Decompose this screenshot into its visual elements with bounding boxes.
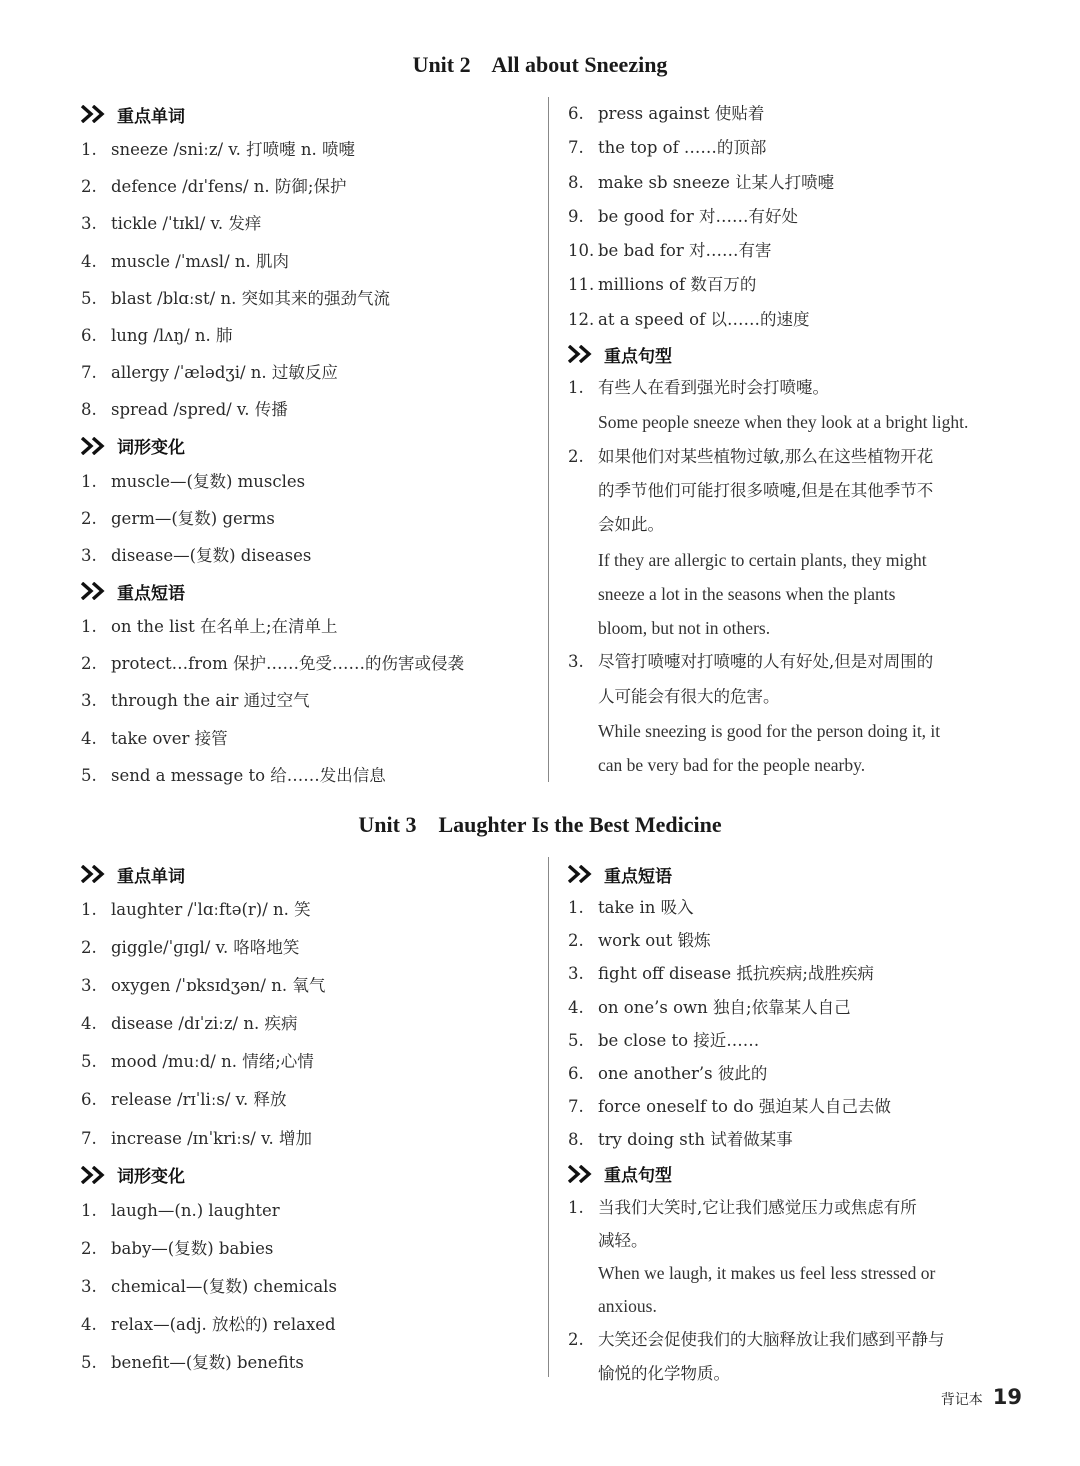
item-text: take over 接管 xyxy=(111,728,228,748)
double-chevron-icon xyxy=(81,437,109,455)
item-text: laughter /ˈlɑːftə(r)/ n. 笑 xyxy=(111,900,311,919)
item-number: 3. xyxy=(568,964,584,984)
unit3-right-column xyxy=(568,857,1023,1383)
list-item xyxy=(81,1005,541,1043)
item-text: the top of ……的顶部 xyxy=(598,138,767,158)
unit3-title: Unit 3 Laughter Is the Best Medicine xyxy=(358,812,722,837)
section-heading: 重点句型 xyxy=(568,1157,1023,1191)
item-number: 2. xyxy=(81,654,97,674)
section-heading: 词形变化 xyxy=(81,429,541,463)
page-footer xyxy=(941,1385,1022,1409)
list-item xyxy=(568,891,1023,924)
key-words-list xyxy=(81,131,541,429)
item-text: on the list 在名单上;在清单上 xyxy=(111,617,338,637)
item-number: 3. xyxy=(568,652,584,672)
item-number: 1. xyxy=(81,900,97,919)
item-number: 2. xyxy=(568,1330,584,1350)
item-text: laugh—(n.) laughter xyxy=(111,1200,280,1220)
list-item xyxy=(81,929,541,967)
item-text: spread /spred/ v. 传播 xyxy=(111,400,288,420)
item-text: muscle—(复数) muscles xyxy=(111,471,306,491)
list-item xyxy=(81,463,541,500)
item-text: disease /dɪˈziːz/ n. 疾病 xyxy=(111,1014,298,1034)
list-item xyxy=(81,1192,541,1230)
item-number: 4. xyxy=(81,1314,97,1334)
double-chevron-icon xyxy=(568,865,596,883)
list-item xyxy=(81,645,541,682)
item-text: increase /ɪnˈkriːs/ v. 增加 xyxy=(111,1128,312,1148)
sentence-english-line: If they are allergic to certain plants, they might xyxy=(598,549,927,570)
item-text: one another’s 彼此的 xyxy=(598,1064,768,1084)
item-text: work out 锻炼 xyxy=(598,931,711,951)
item-text: giggle/ˈɡɪɡl/ v. 咯咯地笑 xyxy=(111,938,300,958)
item-number: 7. xyxy=(81,363,97,383)
item-number: 2. xyxy=(81,508,97,528)
list-item xyxy=(81,682,541,719)
list-item xyxy=(81,317,541,354)
item-number: 3. xyxy=(81,976,97,996)
key-phrases-list xyxy=(568,97,1023,337)
section-heading: 重点短语 xyxy=(81,574,541,608)
list-item xyxy=(568,200,1023,234)
item-number: 5. xyxy=(81,1353,97,1373)
section-heading: 重点句型 xyxy=(568,337,1023,371)
item-number: 4. xyxy=(81,251,97,271)
item-text: benefit—(复数) benefits xyxy=(111,1353,304,1373)
item-text: germ—(复数) germs xyxy=(111,508,275,528)
unit2-left-column xyxy=(81,97,541,794)
sentence-item xyxy=(568,645,1023,782)
item-number: 4. xyxy=(81,1014,97,1034)
item-text: through the air 通过空气 xyxy=(111,691,310,711)
sentence-english-line: can be very bad for the people nearby. xyxy=(598,755,866,776)
item-number: 1. xyxy=(568,1197,584,1217)
item-number: 5. xyxy=(81,1052,97,1072)
item-text: defence /dɪˈfens/ n. 防御;保护 xyxy=(111,177,347,197)
unit2-right-column xyxy=(568,97,1023,782)
item-number: 7. xyxy=(568,138,584,158)
section-heading: 词形变化 xyxy=(81,1158,541,1192)
book-label: 背记本 xyxy=(940,1392,983,1408)
item-number: 5. xyxy=(81,765,97,785)
item-text: millions of 数百万的 xyxy=(598,275,757,295)
item-text: lung /lʌŋ/ n. 肺 xyxy=(111,325,233,345)
item-text: allergy /ˈælədʒi/ n. 过敏反应 xyxy=(111,363,338,383)
item-text: sneeze /sniːz/ v. 打喷嚏 n. 喷嚏 xyxy=(111,140,356,159)
list-item xyxy=(81,168,541,205)
double-chevron-icon xyxy=(81,105,109,123)
item-number: 12. xyxy=(568,309,595,329)
list-item xyxy=(568,303,1023,337)
item-number: 2. xyxy=(81,938,97,958)
item-number: 1. xyxy=(81,471,97,491)
item-number: 1. xyxy=(568,898,584,917)
sentence-english-line: bloom, but not in others. xyxy=(598,618,771,639)
item-text: baby—(复数) babies xyxy=(111,1238,274,1258)
item-number: 2. xyxy=(81,177,97,197)
unit2-title: Unit 2 All about Sneezing xyxy=(412,52,668,77)
sentence-chinese-line: 减轻。 xyxy=(598,1230,648,1250)
list-item xyxy=(568,166,1023,200)
item-number: 11. xyxy=(568,275,595,295)
list-item xyxy=(568,131,1023,165)
item-text: muscle /ˈmʌsl/ n. 肌肉 xyxy=(111,251,289,271)
item-text: at a speed of 以……的速度 xyxy=(598,309,810,329)
list-item xyxy=(568,924,1023,957)
item-text: relax—(adj. 放松的) relaxed xyxy=(111,1314,336,1334)
sentence-chinese-line: 尽管打喷嚏对打喷嚏的人有好处,但是对周围的 xyxy=(598,652,934,672)
column-divider xyxy=(548,857,549,1377)
item-text: be good for 对……有好处 xyxy=(598,206,798,226)
column-divider xyxy=(548,97,549,782)
list-item xyxy=(568,97,1023,131)
key-sentences-list xyxy=(568,371,1023,783)
item-text: disease—(复数) diseases xyxy=(111,545,312,565)
list-item xyxy=(81,1043,541,1081)
item-number: 10. xyxy=(568,241,595,261)
item-number: 9. xyxy=(568,206,584,226)
item-number: 5. xyxy=(81,288,97,308)
item-text: blast /blɑːst/ n. 突如其来的强劲气流 xyxy=(111,288,391,308)
item-text: tickle /ˈtɪkl/ v. 发痒 xyxy=(111,214,262,234)
item-number: 3. xyxy=(81,545,97,565)
sentence-chinese-line: 大笑还会促使我们的大脑释放让我们感到平静与 xyxy=(598,1330,945,1350)
word-forms-list xyxy=(81,463,541,575)
item-text: send a message to 给……发出信息 xyxy=(111,765,386,785)
item-number: 3. xyxy=(81,691,97,711)
item-text: oxygen /ˈɒksɪdʒən/ n. 氧气 xyxy=(111,976,326,996)
list-item xyxy=(81,967,541,1005)
item-number: 8. xyxy=(81,400,97,420)
item-number: 4. xyxy=(568,997,584,1017)
item-text: on one’s own 独自;依靠某人自己 xyxy=(598,997,851,1017)
item-text: fight off disease 抵抗疾病;战胜疾病 xyxy=(598,964,874,984)
sentence-chinese-line: 的季节他们可能打很多喷嚏,但是在其他季节不 xyxy=(598,480,934,500)
key-phrases-list xyxy=(81,608,541,794)
double-chevron-icon xyxy=(568,1165,596,1183)
item-number: 7. xyxy=(81,1128,97,1148)
item-number: 7. xyxy=(568,1097,584,1117)
list-item xyxy=(81,537,541,574)
list-item xyxy=(81,757,541,794)
sentence-item xyxy=(568,371,1023,440)
list-item xyxy=(568,1057,1023,1090)
item-text: press against 使贴着 xyxy=(598,104,765,123)
list-item xyxy=(81,1306,541,1344)
item-number: 6. xyxy=(81,325,97,345)
item-number: 1. xyxy=(81,140,97,159)
list-item xyxy=(81,243,541,280)
item-number: 1. xyxy=(81,1200,97,1220)
sentence-english-line: sneeze a lot in the seasons when the plants xyxy=(598,583,896,604)
list-item xyxy=(81,1120,541,1158)
list-item xyxy=(568,957,1023,990)
sentence-chinese-line: 当我们大笑时,它让我们感觉压力或焦虑有所 xyxy=(598,1197,917,1217)
item-text: try doing sth 试着做某事 xyxy=(598,1130,793,1150)
key-words-list xyxy=(81,891,541,1158)
item-number: 2. xyxy=(568,931,584,951)
item-text: be bad for 对……有害 xyxy=(598,241,772,261)
list-item xyxy=(81,131,541,168)
list-item xyxy=(81,205,541,242)
list-item xyxy=(568,991,1023,1024)
sentence-english-line: While sneezing is good for the person doing it, it xyxy=(598,721,941,742)
item-number: 6. xyxy=(568,1064,584,1084)
list-item xyxy=(81,354,541,391)
item-number: 4. xyxy=(81,728,97,748)
list-item xyxy=(81,1344,541,1382)
sentence-english-line: anxious. xyxy=(598,1296,657,1317)
item-number: 8. xyxy=(568,172,584,192)
item-number: 1. xyxy=(568,378,584,398)
list-item xyxy=(568,1123,1023,1156)
list-item xyxy=(568,1090,1023,1123)
list-item xyxy=(81,1230,541,1268)
list-item xyxy=(81,891,541,929)
word-forms-list xyxy=(81,1192,541,1382)
double-chevron-icon xyxy=(568,345,596,363)
sentence-item xyxy=(568,1323,1023,1389)
item-text: release /rɪˈliːs/ v. 释放 xyxy=(111,1090,287,1110)
page-number: 19 xyxy=(992,1385,1022,1409)
item-number: 6. xyxy=(568,104,584,123)
sentence-item xyxy=(568,1191,1023,1324)
item-text: take in 吸入 xyxy=(598,898,694,917)
key-phrases-list xyxy=(568,891,1023,1157)
section-heading: 重点短语 xyxy=(568,857,1023,891)
section-heading: 重点单词 xyxy=(81,857,541,891)
list-item xyxy=(81,608,541,645)
item-text: protect…from 保护……免受……的伤害或侵袭 xyxy=(111,654,464,674)
list-item xyxy=(568,1024,1023,1057)
list-item xyxy=(81,280,541,317)
sentence-item xyxy=(568,440,1023,646)
double-chevron-icon xyxy=(81,1166,109,1184)
item-text: force oneself to do 强迫某人自己去做 xyxy=(598,1097,891,1117)
double-chevron-icon xyxy=(81,582,109,600)
sentence-chinese-line: 人可能会有很大的危害。 xyxy=(598,686,780,706)
item-number: 2. xyxy=(81,1238,97,1258)
sentence-chinese-line: 愉悦的化学物质。 xyxy=(598,1363,730,1383)
item-number: 8. xyxy=(568,1130,584,1150)
list-item xyxy=(568,268,1023,302)
item-number: 5. xyxy=(568,1030,584,1050)
double-chevron-icon xyxy=(81,865,109,883)
sentence-english-line: When we laugh, it makes us feel less stressed or xyxy=(598,1263,936,1284)
unit3-left-column xyxy=(81,857,541,1382)
list-item xyxy=(81,391,541,428)
item-number: 2. xyxy=(568,446,584,466)
section-heading: 重点单词 xyxy=(81,97,541,131)
sentence-chinese-line: 如果他们对某些植物过敏,那么在这些植物开花 xyxy=(598,446,934,466)
item-text: make sb sneeze 让某人打喷嚏 xyxy=(598,172,835,192)
list-item xyxy=(568,234,1023,268)
list-item xyxy=(81,720,541,757)
item-number: 1. xyxy=(81,617,97,637)
item-number: 3. xyxy=(81,1276,97,1296)
list-item xyxy=(81,500,541,537)
item-text: chemical—(复数) chemicals xyxy=(111,1276,337,1296)
sentence-english-line: Some people sneeze when they look at a bright light. xyxy=(598,412,969,433)
item-number: 3. xyxy=(81,214,97,234)
sentence-chinese-line: 有些人在看到强光时会打喷嚏。 xyxy=(598,378,829,398)
item-number: 6. xyxy=(81,1090,97,1110)
item-text: be close to 接近…… xyxy=(598,1030,760,1050)
key-sentences-list xyxy=(568,1191,1023,1390)
list-item xyxy=(81,1268,541,1306)
sentence-chinese-line: 会如此。 xyxy=(598,515,664,535)
list-item xyxy=(81,1081,541,1119)
item-text: mood /muːd/ n. 情绪;心情 xyxy=(111,1052,314,1072)
